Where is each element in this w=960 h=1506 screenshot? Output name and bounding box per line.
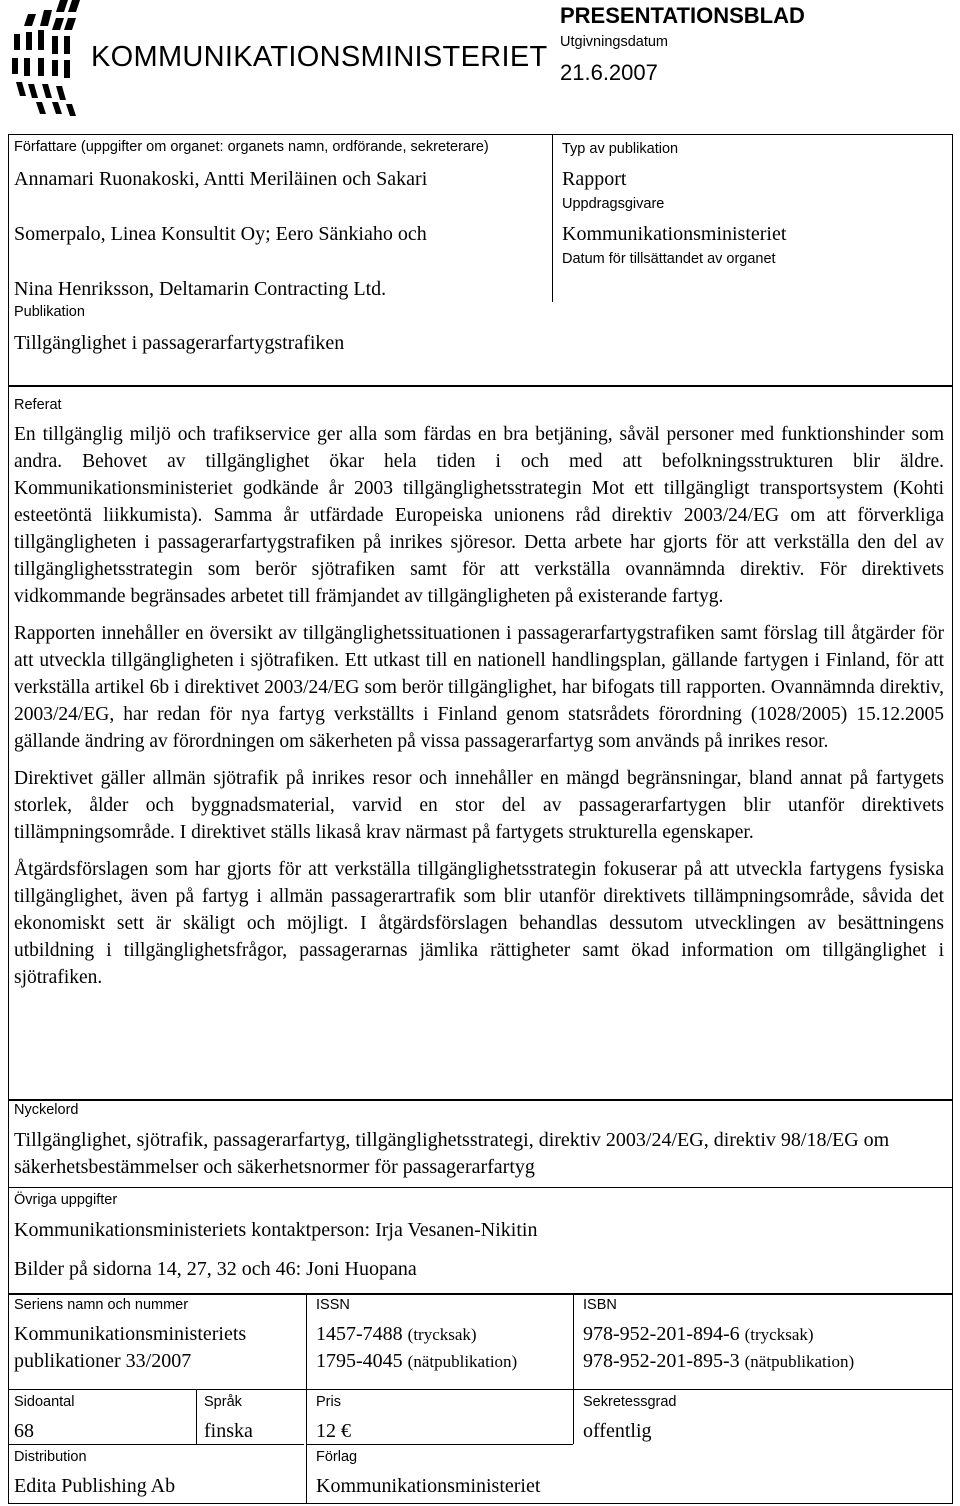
commissioner-label: Uppdragsgivare	[562, 196, 665, 212]
pages-label: Sidoantal	[14, 1394, 75, 1410]
series-line-1: Kommunikationsministeriets	[14, 1323, 247, 1345]
issn-web-value: 1795-4045	[316, 1350, 403, 1372]
other-info-label: Övriga uppgifter	[14, 1192, 118, 1208]
bottom-table-col-divider-1	[306, 1294, 307, 1504]
confidentiality-value: offentlig	[583, 1420, 652, 1442]
publisher-label: Förlag	[316, 1449, 358, 1465]
pages-value: 68	[14, 1420, 34, 1442]
bottom-table-col-divider-3	[196, 1389, 197, 1444]
publication-date-value: 21.6.2007	[560, 60, 658, 85]
issn-web	[316, 1349, 517, 1374]
language-label: Språk	[204, 1394, 242, 1410]
abstract-paragraph: Rapporten innehåller en översikt av tillgänglighetssituationen i passagerarfartygstrafiken samt förslag till åtgärder för att utveckla tillgängligheten i sjötrafiken. Ett utkast till en nationell handlingsplan, gällande fartygen i Finland, för att verkställa artikel 6b i direktivet 2003/24/EG som berör tillgänglighet, har bifogats till rapporten. Ovannämnda direktiv, 2003/24/EG, har redan för nya fartyg verkställts i Finland genom statsrådets förordning (1028/2005) 15.12.2005 gällande ändring av förordningen om säkerheten på vissa passagerarfartyg som används på inrikes resor.	[14, 623, 944, 752]
issn-web-note: (nätpublikation)	[407, 1352, 518, 1371]
language-value: finska	[204, 1420, 253, 1442]
isbn-web-note: (nätpublikation)	[744, 1352, 855, 1371]
isbn-label: ISBN	[583, 1297, 617, 1313]
commissioner-value: Kommunikationsministeriet	[562, 223, 787, 245]
keywords-divider	[8, 1187, 953, 1188]
bottom-table-col-divider-2	[573, 1294, 574, 1444]
authors-line-3: Nina Henriksson, Deltamarin Contracting Ltd.	[14, 278, 387, 300]
confidentiality-label: Sekretessgrad	[583, 1394, 677, 1410]
series-label: Seriens namn och nummer	[14, 1297, 189, 1313]
price-value: 12 €	[316, 1420, 351, 1442]
authors-line-1: Annamari Ruonakoski, Antti Meriläinen och Sakari	[14, 168, 428, 190]
distribution-value: Edita Publishing Ab	[14, 1475, 176, 1497]
abstract-paragraph: Åtgärdsförslagen som har gjorts för att verkställa tillgänglighetsstrategin fokuserar på att utveckla fartygens fysiska tillgänglighet, även på fartyg i allmän passagerartrafik som blir utanför direktivets tillämpningsområde, såvida det ekonomiskt sett är skäligt och möjligt. I åtgärdsförslagen behandlas dessutom utvecklingen av besättningens utbildning i tillgänglighetsfrågor, passagerarnas jämlika rättigheter samt ökad information om tillgänglighet i sjötrafiken.	[14, 859, 944, 988]
bottom-table-row-divider-1	[8, 1389, 953, 1390]
other-info-line-1: Kommunikationsministeriets kontaktperson: Irja Vesanen-Nikitin	[14, 1219, 538, 1241]
isbn-print-note: (trycksak)	[744, 1325, 814, 1344]
publication-date-label: Utgivningsdatum	[560, 34, 668, 50]
appointment-date-label: Datum för tillsättandet av organet	[562, 251, 776, 267]
authors-label: Författare (uppgifter om organet: organets namn, ordförande, sekreterare)	[14, 139, 489, 155]
publication-title: Tillgänglighet i passagerarfartygstrafiken	[14, 332, 345, 354]
document-type: PRESENTATIONSBLAD	[560, 3, 805, 28]
issn-print	[316, 1322, 477, 1347]
publisher-value: Kommunikationsministeriet	[316, 1475, 541, 1497]
publication-label: Publikation	[14, 304, 85, 320]
abstract-paragraph: En tillgänglig miljö och trafikservice ger alla som färdas en bra betjäning, såväl personer med funktionshinder som andra. Behovet av tillgänglighet ökar hela tiden i och med att befolkningsstrukturen blir äldre. Kommunikationsministeriet godkände år 2003 tillgänglighetsstrategin Mot ett tillgängligt transportsystem (Kohti esteetöntä liikkumista). Samma år utfärdade Europeiska unionens råd direktiv 2003/24/EG om att förverkliga tillgängligheten i passagerarfartygstrafiken på inrikes sjöresor. Detta arbete har gjorts för att verkställa den del av tillgänglighetsstrategin som berör sjötrafiken samt för att verkställa ovannämnda direktiv. För direktivets vidkommande begränsades arbetet till främjandet av tillgängligheten på existerande fartyg.	[14, 424, 944, 607]
ministry-name: KOMMUNIKATIONSMINISTERIET	[91, 41, 548, 73]
isbn-print	[583, 1322, 814, 1347]
bottom-table-row-divider-2	[8, 1444, 304, 1445]
series-line-2: publikationer 33/2007	[14, 1350, 192, 1372]
isbn-web-value: 978-952-201-895-3	[583, 1350, 740, 1372]
metadata-box-divider	[552, 134, 553, 302]
isbn-web	[583, 1349, 854, 1374]
ministry-logo	[8, 0, 548, 122]
abstract-label: Referat	[14, 397, 62, 413]
price-label: Pris	[316, 1394, 341, 1410]
issn-print-note: (trycksak)	[407, 1325, 477, 1344]
authors-line-2: Somerpalo, Linea Konsultit Oy; Eero Sänkiaho och	[14, 223, 427, 245]
distribution-label: Distribution	[14, 1449, 87, 1465]
publication-type-label: Typ av publikation	[562, 141, 679, 157]
issn-label: ISSN	[316, 1297, 350, 1313]
other-info-line-2: Bilder på sidorna 14, 27, 32 och 46: Joni Huopana	[14, 1258, 417, 1280]
isbn-print-value: 978-952-201-894-6	[583, 1323, 740, 1345]
ministry-logo-icon	[8, 0, 88, 118]
abstract-paragraph: Direktivet gäller allmän sjötrafik på inrikes resor och innehåller en mängd begränsningar, bland annat på fartygets storlek, ålder och byggnadsmaterial, varvid en stor del av passagerarfartygen blir utanför direktivets tillämpningsområde. I direktivet ställs likaså krav närmast på fartygets strukturella egenskaper.	[14, 768, 944, 843]
keywords-value: Tillgänglighet, sjötrafik, passagerarfartyg, tillgänglighetsstrategi, direktiv 2003/24/EG, direktiv 98/18/EG om säkerhetsbestämmelser och säkerhetsnormer för passagerarfartyg	[14, 1129, 890, 1178]
bottom-table-row-divider-3	[306, 1444, 573, 1445]
publication-type-value: Rapport	[562, 168, 627, 190]
keywords-label: Nyckelord	[14, 1102, 79, 1118]
issn-print-value: 1457-7488	[316, 1323, 403, 1345]
abstract-text	[14, 421, 944, 991]
